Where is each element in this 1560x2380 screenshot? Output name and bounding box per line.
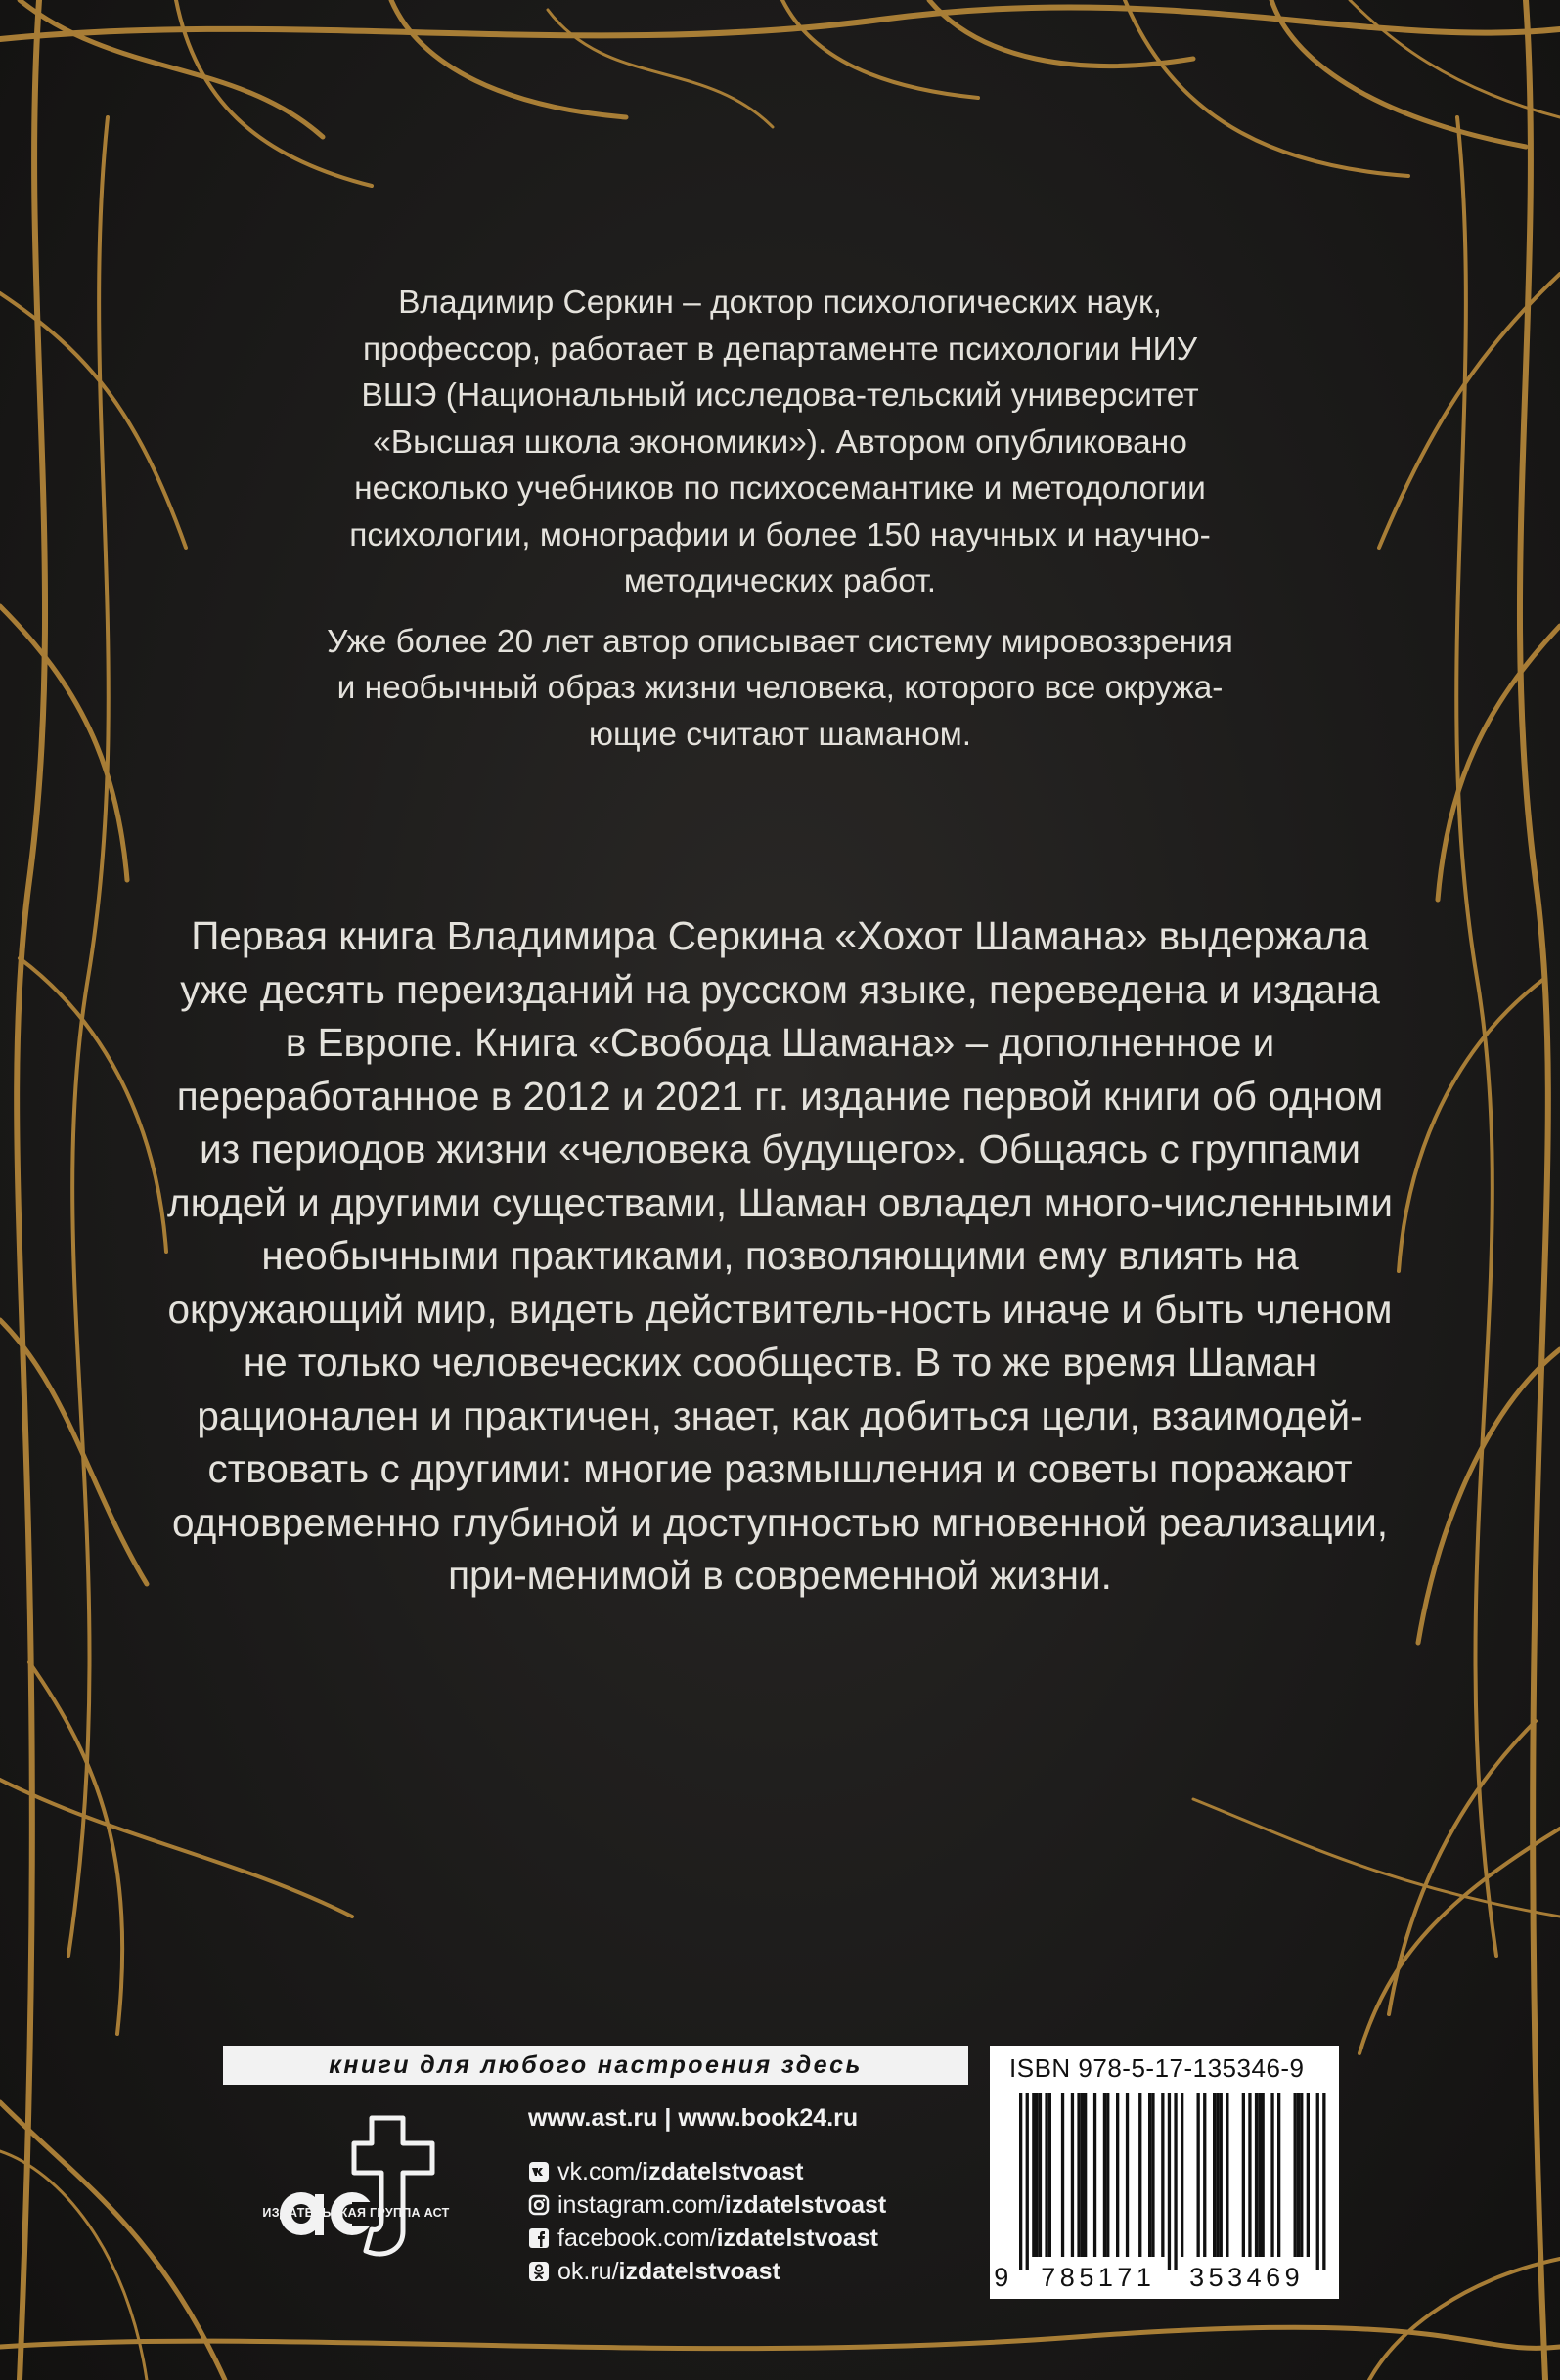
publisher-websites[interactable]: www.ast.ru | www.book24.ru: [528, 2104, 859, 2132]
barcode-bar: [1297, 2093, 1300, 2257]
barcode-bar: [1019, 2093, 1022, 2270]
social-handle: izdatelstvoast: [642, 2157, 804, 2185]
barcode-bar: [1071, 2093, 1074, 2257]
barcode-digits: 353469: [1189, 2263, 1305, 2292]
author-bio: [323, 280, 1237, 758]
barcode-bar: [1300, 2093, 1303, 2257]
barcode-bar: [1151, 2093, 1154, 2257]
book-blurb: [166, 909, 1394, 1603]
social-handle: izdatelstvoast: [724, 2190, 887, 2219]
barcode-bar: [1316, 2093, 1319, 2270]
barcode-bar: [1081, 2093, 1084, 2257]
ast-logo: [256, 2104, 471, 2300]
barcode-bar: [1277, 2093, 1280, 2257]
odnoklassniki-icon: [528, 2261, 550, 2282]
barcode-bar: [1093, 2093, 1096, 2257]
social-handle: izdatelstvoast: [716, 2224, 878, 2252]
social-prefix: vk.com/: [557, 2157, 643, 2185]
barcode-bar: [1248, 2093, 1251, 2257]
barcode-bar: [1181, 2093, 1183, 2257]
barcode-bar: [1258, 2093, 1261, 2257]
barcode-bar: [1174, 2093, 1177, 2270]
instagram-icon: [528, 2194, 550, 2216]
author-bio-paragraph: Владимир Серкин – доктор психологических наук, профессор, работает в департаменте психологии НИУ ВШЭ (Национальный исследова-тельский университет «Высшая школа экономики»). Автором опубликовано несколько учебников по психосемантике и методологии психологии, монографии и более 150 научных и научно-методических работ.: [349, 285, 1211, 599]
social-prefix: facebook.com/: [557, 2224, 717, 2252]
isbn-number: ISBN 978-5-17-135346-9: [1009, 2053, 1305, 2083]
barcode-bar: [1084, 2093, 1087, 2257]
barcode-bar: [1116, 2093, 1119, 2257]
barcode-bar: [1197, 2093, 1200, 2257]
social-link-odnoklassniki[interactable]: [528, 2255, 886, 2288]
barcode-bar: [1213, 2093, 1216, 2257]
barcode-bar: [1126, 2093, 1129, 2257]
book-blurb-text: Первая книга Владимира Серкина «Хохот Шамана» выдержала уже десять переизданий на русском языке, переведена и издана в Европе. Книга «Свобода Шамана» – дополненное и переработанное в 2012 и 2021 гг. издание первой книги об одном из периодов жизни «человека будущего». Общаясь с группами людей и другими существами, Шаман овладел много-численными необычными практиками, позволяющими ему влиять на окружающий мир, видеть действитель-ность иначе и быть членом не только человеческих сообществ. В то же время Шаман рационален и практичен, знает, как добиться цели, взаимодей-ствовать с другими: многие размышления и советы поражают одновременно глубиной и доступностью мгновенной реализации, при-менимой в современной жизни.: [167, 913, 1393, 1598]
social-prefix: ok.ru/: [557, 2257, 619, 2285]
social-link-instagram[interactable]: [528, 2188, 886, 2222]
publisher-tagline: книги для любого настроения здесь: [223, 2046, 968, 2085]
barcode-digits: 9: [994, 2263, 1013, 2292]
barcode-bar: [1036, 2093, 1039, 2257]
social-link-facebook[interactable]: [528, 2222, 886, 2255]
barcode-bar: [1322, 2093, 1325, 2270]
barcode: [990, 2046, 1339, 2299]
barcode-bar: [1103, 2093, 1106, 2257]
publisher-name: ИЗДАТЕЛЬСКАЯ ГРУППА АСТ: [262, 2206, 450, 2220]
barcode-bar: [1161, 2093, 1164, 2257]
barcode-bar: [1048, 2093, 1051, 2257]
barcode-bar: [1242, 2093, 1245, 2257]
barcode-bar: [1226, 2093, 1228, 2257]
barcode-bar: [1032, 2093, 1035, 2257]
barcode-bar: [1203, 2093, 1206, 2257]
barcode-bar: [1307, 2093, 1310, 2257]
barcode-bar: [1216, 2093, 1219, 2257]
barcode-bar: [1255, 2093, 1258, 2257]
barcode-bar: [1220, 2093, 1223, 2257]
social-links: [528, 2155, 886, 2288]
barcode-bar: [1148, 2093, 1151, 2257]
barcode-bar: [1106, 2093, 1109, 2257]
barcode-bar: [1026, 2093, 1029, 2270]
vk-icon: [528, 2161, 550, 2182]
barcode-bar: [1039, 2093, 1042, 2257]
social-link-vk[interactable]: [528, 2155, 886, 2188]
barcode-bar: [1077, 2093, 1080, 2257]
barcode-bar: [1270, 2093, 1273, 2257]
barcode-bar: [1168, 2093, 1171, 2270]
author-bio-paragraph: Уже более 20 лет автор описывает систему мировоззрения и необычный образ жизни человека, которого все окружа-ющие считают шаманом.: [327, 623, 1233, 753]
barcode-bar: [1045, 2093, 1047, 2257]
isbn-barcode: [990, 2046, 1339, 2299]
barcode-bar: [1061, 2093, 1064, 2257]
barcode-digits: 785171: [1041, 2263, 1156, 2292]
facebook-icon: [528, 2227, 550, 2249]
social-prefix: instagram.com/: [557, 2190, 725, 2219]
social-handle: izdatelstvoast: [618, 2257, 780, 2285]
barcode-bar: [1262, 2093, 1265, 2257]
barcode-bar: [1138, 2093, 1141, 2257]
barcode-bar: [1294, 2093, 1297, 2257]
